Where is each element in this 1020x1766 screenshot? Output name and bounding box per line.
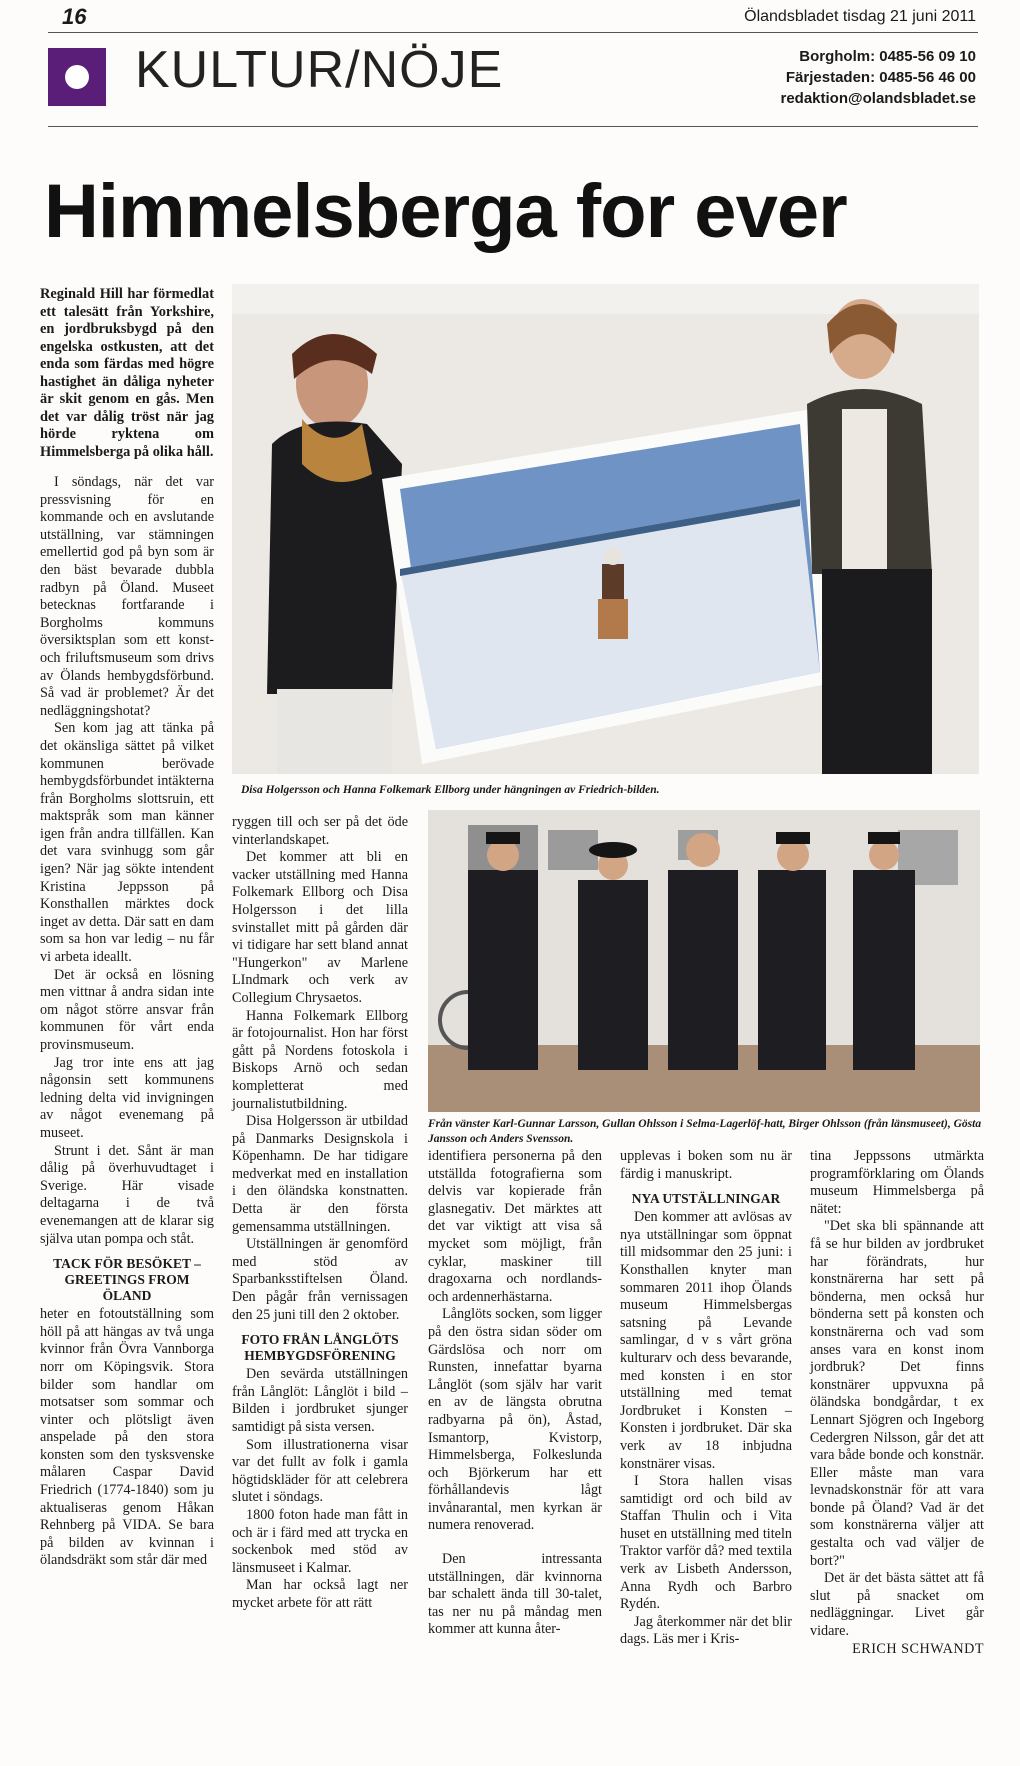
contact-email: redaktion@olandsbladet.se xyxy=(780,90,976,107)
article-headline: Himmelsberga for ever xyxy=(44,169,847,254)
subheading-nya: NYA UTSTÄLLNINGAR xyxy=(631,1191,781,1207)
section-title: KULTUR/NÖJE xyxy=(135,41,504,99)
col2-paragraph: Disa Holgersson är utbildad på Danmarks Designskola i Köpenhamn. De har tidigare medverkat med en installation i den öländska konstnatten. Detta är den första gemensamma utställningen. xyxy=(232,1113,408,1235)
col3-paragraph: Långlöts socken, som ligger på den östra sidan söder om Gärdslösa och norr om Runsten, innefattar byarna Långlöt (som själv har varit en av de längsta obrutna radbyarna på ön), Åstad, Ismantorp, Kvistorp, Himmelsberga, Folkeslunda och Björkerum har ett förhållandevis lågt invånarantal, men kyrkan är numera renoverad. xyxy=(428,1306,602,1534)
photo-caption-2: Från vänster Karl-Gunnar Larsson, Gullan Ohlsson i Selma-Lagerlöf-hatt, Birger Ohlsson (från länsmuseet), Gösta Jansson och Anders Svensson. xyxy=(428,1118,982,1145)
article-column-4 xyxy=(620,1148,792,1649)
col4-paragraph: Jag återkommer när det blir dags. Läs mer i Kris- xyxy=(620,1613,792,1648)
photo-langlot-group xyxy=(428,810,980,1112)
contact-borgholm: Borgholm: 0485-56 09 10 xyxy=(799,48,976,65)
page-number: 16 xyxy=(62,4,87,29)
article-column-2 xyxy=(232,814,408,1613)
masthead-top-rule xyxy=(48,32,978,33)
col2-paragraph: Man har också lagt ner mycket arbete för att rätt xyxy=(232,1577,408,1611)
col1-paragraph: heter en fotoutställning som höll på att hängas av två unga kvinnor från Övra Vannborga norr om Köpingsvik. Stora bilder som handlar om motsatser som sommar och vinter och plötsligt även anspelade på den stora konsten som den tysksvenske målaren Caspar David Friedrich (1774-1840) som ju aktualiseras genom Håkan Rehnberg på VIDA. Se bara på bilden av kvinnan i ölandsdräkt som står där med xyxy=(40,1306,214,1569)
subheading-greetings: TACK FÖR BESÖKET – GREETINGS FROM ÖLAND xyxy=(53,1256,201,1304)
article-column-3 xyxy=(428,1148,602,1639)
contact-farjestaden: Färjestaden: 0485-56 46 00 xyxy=(785,69,976,86)
col5-paragraph: tina Jeppssons utmärkta programförklaring om Ölands museum Himmelsberga på nätet: xyxy=(810,1148,984,1217)
col2-paragraph: Som illustrationerna visar var det fullt av folk i gamla högtidskläder för att celebrera slutet i söndags. xyxy=(232,1436,408,1506)
col2-paragraph: Utställningen är genomförd med stöd av Sparbanksstiftelsen Öland. Den pågår från vernissagen den 25 juni till den 2 oktober. xyxy=(232,1236,408,1323)
article-lead: Reginald Hill har förmedlat ett talesätt från Yorkshire, en jordbruksbygd på den engelska ostkusten, att det enda som färdas med högre hastighet än dåliga nyheter är skit genom en gås. Men det var dålig tröst när jag hörde ryktena om Himmelsberga på olika håll. xyxy=(40,286,214,460)
photo-illustration xyxy=(232,284,979,774)
col5-paragraph: "Det ska bli spännande att få se hur bilden av jordbruket har förändrats, hur konstnärerna har sett på bönderna, men också hur bönderna sett på konsten och konstnärerna och vad som anses vara en konst inom jordbruk? Det finns konstnärer uppvuxna på öländska bondgårdar, t ex Lennart Sjögren och Ingeborg Cedergren Nilsson, går det att vara både bonde och konstnär. Eller måste man vara levnadskonstnär för att vara bonde på Öland? Vad är det som konstnärerna väljer att gestalta och vad väljer de bort?" xyxy=(810,1218,984,1569)
col1-paragraph: Strunt i det. Sånt är man dålig på överhuvudtaget i Sverige. Här visade deltagarna i de två evenemangen att de klarar sig själva utan pompa och ståt. xyxy=(40,1142,214,1247)
col1-paragraph: I söndags, när det var pressvisning för en kommande och en avslutande utställning, var stämningen emellertid god på byn som är den bäst bevarade dubbla radbyn på Öland. Museet betecknas fortfarande i Borgholms kommuns översiktsplan som ett konst- och friluftsmuseum som drivs av Ölands hembygdsförbund. Så vad är problemet? Är det nedläggningshotat? xyxy=(40,474,214,719)
group-photo-illustration xyxy=(428,810,980,1112)
photo-caption-1: Disa Holgersson och Hanna Folkemark Ellborg under hängningen av Friedrich-bilden. xyxy=(241,784,660,796)
col1-paragraph: Jag tror inte ens att jag någonsin sett kommunens ledning delta vid invigningen av något evenemang på museet. xyxy=(40,1054,214,1141)
col3-paragraph: Den intressanta utställningen, där kvinnorna bar schalett ända till 30-talet, tas ner nu på måndag men kommer att kunna åter- xyxy=(428,1551,602,1638)
col2-paragraph: Det kommer att bli en vacker utställning med Hanna Folkemark Ellborg och Disa Holgersson i det lilla svinstallet mitt på gården där vi tidigare har sett bland annat "Hungerkon" av Marlene LIndmark och verk av Collegium Chrysaetos. xyxy=(232,849,408,1006)
subheading-langlot: FOTO FRÅN LÅNGLÖTS HEMBYGDSFÖRENING xyxy=(241,1332,399,1364)
col2-paragraph: 1800 foton hade man fått in och är i färd med att trycka en sockenbok med stöd av länsmuseet i Kalmar. xyxy=(232,1506,408,1576)
paper-date: Ölandsbladet tisdag 21 juni 2011 xyxy=(744,8,976,25)
col4-paragraph: I Stora hallen visas samtidigt ord och bild av Staffan Thulin och i Vita huset en utställning med titeln Traktor varför då? med textila verk av Lisbeth Andersson, Anna Rydh och Barbro Rydén. xyxy=(620,1473,792,1613)
col5-paragraph: Det är det bästa sättet att få slut på snacket om nedläggningar. Livet går vidare. xyxy=(810,1570,984,1640)
col1-paragraph: Det är också en lösning men vittnar å andra sidan inte om något större ansvar från kommunen för vårt enda provinsmuseum. xyxy=(40,966,214,1053)
photo-friedrich-hanging xyxy=(232,284,979,774)
col3-paragraph: identifiera personerna på den utställda fotografierna som delvis var kopierade från glasnegativ. Det märktes att det var viktigt att visa så mycket som möjligt, från cyklar, maskiner till dragoxarna och nordlands- och ardennerhästarna. xyxy=(428,1148,602,1305)
masthead-bottom-rule xyxy=(48,126,978,127)
logo-dot-icon xyxy=(65,65,89,89)
article-column-5 xyxy=(810,1148,984,1658)
article-column-1 xyxy=(40,286,214,1570)
section-logo-icon xyxy=(48,48,106,106)
col1-paragraph: Sen kom jag att tänka på det okänsliga sättet på vilket kommunen berövade hembygdsförbundet intäkterna från Borgholms slottsruin, ett maktspråk som man känner igen från andra tillfällen. Kan det vara svinhugg som går igen? När jag sökte intendent Kristina Jeppsson på Konsthallen märktes dock inget av detta. Där satt en dam som sa hon var ledig – nu får vi arbeta ideallt. xyxy=(40,720,214,966)
article-byline: ERICH SCHWANDT xyxy=(852,1640,984,1657)
col4-paragraph: upplevas i boken som nu är färdig i manuskript. xyxy=(620,1148,792,1182)
col4-paragraph: Den kommer att avlösas av nya utställningar som öppnat till midsommar den 25 juni: i Konsthallen knyter man sommaren 2011 ihop Ölands museum Himmelsbergas satsning på Levande samlingar, d v s vårt gröna kulturarv och dess bevarande, med konsten i en stor utställning med temat Jordbruket i Konsten – Konsten i jordbruket. Där ska verk av 18 inbjudna konstnärer visas. xyxy=(620,1209,792,1472)
col2-paragraph: Hanna Folkemark Ellborg är fotojournalist. Hon har först gått på Nordens fotoskola i Biskops Arnö och sedan kompletterat med journalistutbildning. xyxy=(232,1007,408,1112)
col2-paragraph: ryggen till och ser på det öde vinterlandskapet. xyxy=(232,814,408,848)
col2-paragraph: Den sevärda utställningen från Långlöt: Långlöt i bild – Bilden i jordbruket sjunger samtidigt på sista versen. xyxy=(232,1366,408,1435)
